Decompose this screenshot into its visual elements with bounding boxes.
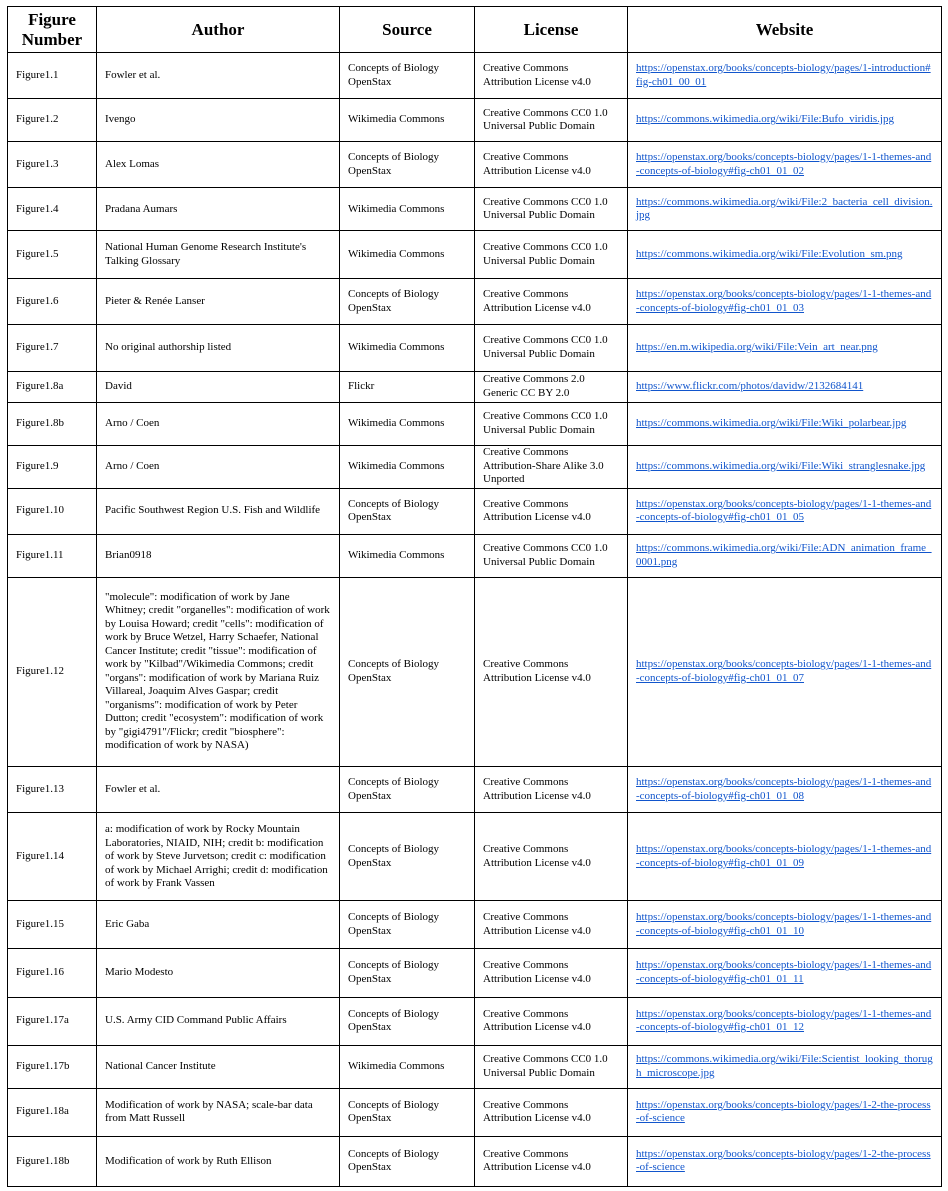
figure-number-cell: Figure1.13 [8,767,97,813]
author-cell: "molecule": modification of work by Jane Whitney; credit "organelles": modification of work by Louisa Howard; credit "cells": modification of work by Bruce Wetzel, Harry Schaefer, National Cancer Institute; credit "tissue": modification of work by "Kilbad"/Wikimedia Commons; credit "organs": modification of work by Mariana Ruiz Villareal, Joaquim Alves Gaspar; credit "organisms": modification of work by Peter Dutton; credit "ecosystem": modification of work by "gigi4791"/Flickr; credit "biosphere": modification of work by NASA) [97,577,340,766]
license-cell: Creative Commons Attribution License v4.0 [475,577,628,766]
source-cell: Concepts of Biology OpenStax [340,1136,475,1186]
table-row [8,402,942,445]
figure-number-cell: Figure1.6 [8,279,97,325]
table-row [8,901,942,949]
figure-number-cell: Figure1.4 [8,188,97,231]
source-cell: Concepts of Biology OpenStax [340,901,475,949]
website-link[interactable]: https://openstax.org/books/concepts-biology/pages/1-1-themes-and-concepts-of-biology#fig-ch01_01_09 [636,843,932,869]
source-cell: Wikimedia Commons [340,402,475,445]
header-author: Author [97,7,340,53]
website-link[interactable]: https://www.flickr.com/photos/davidw/2132684141 [636,379,864,392]
license-cell: Creative Commons CC0 1.0 Universal Public Domain [475,534,628,577]
license-cell: Creative Commons Attribution License v4.0 [475,488,628,534]
license-cell: Creative Commons Attribution License v4.0 [475,1088,628,1136]
license-cell: Creative Commons CC0 1.0 Universal Public Domain [475,99,628,142]
source-cell: Flickr [340,371,475,402]
figure-number-cell: Figure1.5 [8,231,97,279]
website-cell [628,1088,942,1136]
website-cell [628,99,942,142]
table-row [8,534,942,577]
author-cell: Alex Lomas [97,142,340,188]
website-cell [628,53,942,99]
figure-number-cell: Figure1.15 [8,901,97,949]
website-link[interactable]: https://openstax.org/books/concepts-biology/pages/1-1-themes-and-concepts-of-biology#fig-ch01_01_10 [636,911,932,937]
website-link[interactable]: https://commons.wikimedia.org/wiki/File:Wiki_polarbear.jpg [636,416,907,429]
license-cell: Creative Commons Attribution-Share Alike 3.0 Unported [475,445,628,488]
table-row [8,949,942,997]
license-cell: Creative Commons CC0 1.0 Universal Public Domain [475,188,628,231]
website-link[interactable]: https://commons.wikimedia.org/wiki/File:Evolution_sm.png [636,248,903,261]
author-cell: a: modification of work by Rocky Mountain Laboratories, NIAID, NIH; credit b: modification of work by Steve Jurvetson; credit c: modification of work by Michael Arrighi; credit d: modification of work by Frank Vassen [97,813,340,901]
figure-number-cell: Figure1.11 [8,534,97,577]
website-cell [628,949,942,997]
figure-number-cell: Figure1.17a [8,997,97,1045]
license-cell: Creative Commons Attribution License v4.0 [475,53,628,99]
website-link[interactable]: https://en.m.wikipedia.org/wiki/File:Vein_art_near.png [636,341,878,354]
header-license: License [475,7,628,53]
license-cell: Creative Commons CC0 1.0 Universal Public Domain [475,325,628,371]
website-link[interactable]: https://openstax.org/books/concepts-biology/pages/1-1-themes-and-concepts-of-biology#fig-ch01_01_11 [636,959,932,985]
license-cell: Creative Commons Attribution License v4.0 [475,901,628,949]
website-link[interactable]: https://openstax.org/books/concepts-biology/pages/1-introduction#fig-ch01_00_01 [636,62,931,88]
figure-number-cell: Figure1.3 [8,142,97,188]
source-cell: Concepts of Biology OpenStax [340,577,475,766]
website-link[interactable]: https://openstax.org/books/concepts-biology/pages/1-1-themes-and-concepts-of-biology#fig-ch01_01_03 [636,288,932,314]
table-row [8,445,942,488]
website-link[interactable]: https://openstax.org/books/concepts-biology/pages/1-2-the-process-of-science [636,1098,931,1125]
author-cell: Modification of work by NASA; scale-bar data from Matt Russell [97,1088,340,1136]
website-link[interactable]: https://openstax.org/books/concepts-biology/pages/1-2-the-process-of-science [636,1147,931,1174]
table-row [8,488,942,534]
header-website: Website [628,7,942,53]
author-cell: Eric Gaba [97,901,340,949]
figure-number-cell: Figure1.18b [8,1136,97,1186]
figure-number-cell: Figure1.9 [8,445,97,488]
source-cell: Wikimedia Commons [340,231,475,279]
website-cell [628,445,942,488]
table-row [8,1136,942,1186]
website-cell [628,534,942,577]
author-cell: Pieter & Renée Lanser [97,279,340,325]
source-cell: Concepts of Biology OpenStax [340,997,475,1045]
license-cell: Creative Commons CC0 1.0 Universal Public Domain [475,231,628,279]
figure-number-cell: Figure1.14 [8,813,97,901]
website-cell [628,325,942,371]
website-cell [628,577,942,766]
figure-number-cell: Figure1.1 [8,53,97,99]
license-cell: Creative Commons Attribution License v4.0 [475,813,628,901]
website-cell [628,1045,942,1088]
website-link[interactable]: https://commons.wikimedia.org/wiki/File:Wiki_stranglesnake.jpg [636,459,926,472]
source-cell: Wikimedia Commons [340,445,475,488]
author-cell: National Human Genome Research Institute's Talking Glossary [97,231,340,279]
author-cell: Brian0918 [97,534,340,577]
figure-number-cell: Figure1.10 [8,488,97,534]
table-row [8,279,942,325]
website-link[interactable]: https://openstax.org/books/concepts-biology/pages/1-1-themes-and-concepts-of-biology#fig-ch01_01_07 [636,658,932,684]
author-cell: No original authorship listed [97,325,340,371]
source-cell: Concepts of Biology OpenStax [340,488,475,534]
table-row [8,577,942,766]
license-cell: Creative Commons Attribution License v4.0 [475,1136,628,1186]
website-link[interactable]: https://commons.wikimedia.org/wiki/File:Bufo_viridis.jpg [636,113,894,126]
source-cell: Concepts of Biology OpenStax [340,767,475,813]
website-cell [628,142,942,188]
source-cell: Wikimedia Commons [340,188,475,231]
author-cell: Arno / Coen [97,402,340,445]
website-link[interactable]: https://commons.wikimedia.org/wiki/File:ADN_animation_frame_0001.png [636,542,932,568]
website-link[interactable]: https://openstax.org/books/concepts-biology/pages/1-1-themes-and-concepts-of-biology#fig-ch01_01_05 [636,497,932,524]
author-cell: U.S. Army CID Command Public Affairs [97,997,340,1045]
website-cell [628,488,942,534]
website-cell [628,188,942,231]
website-cell [628,997,942,1045]
table-row [8,99,942,142]
license-cell: Creative Commons CC0 1.0 Universal Public Domain [475,402,628,445]
table-row [8,997,942,1045]
source-cell: Concepts of Biology OpenStax [340,949,475,997]
source-cell: Concepts of Biology OpenStax [340,53,475,99]
website-link[interactable]: https://commons.wikimedia.org/wiki/File:2_bacteria_cell_division.jpg [636,195,933,222]
figure-credits-table [7,6,942,1187]
website-link[interactable]: https://openstax.org/books/concepts-biology/pages/1-1-themes-and-concepts-of-biology#fig-ch01_01_08 [636,776,932,802]
website-cell [628,279,942,325]
source-cell: Concepts of Biology OpenStax [340,142,475,188]
source-cell: Wikimedia Commons [340,1045,475,1088]
table-row [8,231,942,279]
website-cell [628,1136,942,1186]
license-cell: Creative Commons Attribution License v4.0 [475,949,628,997]
author-cell: National Cancer Institute [97,1045,340,1088]
author-cell: Fowler et al. [97,53,340,99]
author-cell: Fowler et al. [97,767,340,813]
table-body [8,53,942,1187]
author-cell: Arno / Coen [97,445,340,488]
table-row [8,813,942,901]
author-cell: Ivengo [97,99,340,142]
table-row [8,53,942,99]
figure-number-cell: Figure1.16 [8,949,97,997]
website-cell [628,402,942,445]
website-cell [628,231,942,279]
table-row [8,325,942,371]
figure-number-cell: Figure1.8b [8,402,97,445]
license-cell: Creative Commons Attribution License v4.0 [475,279,628,325]
author-cell: David [97,371,340,402]
table-row [8,1088,942,1136]
website-cell [628,767,942,813]
figure-number-cell: Figure1.7 [8,325,97,371]
figure-number-cell: Figure1.12 [8,577,97,766]
license-cell: Creative Commons Attribution License v4.0 [475,997,628,1045]
source-cell: Concepts of Biology OpenStax [340,813,475,901]
license-cell: Creative Commons CC0 1.0 Universal Public Domain [475,1045,628,1088]
website-link[interactable]: https://commons.wikimedia.org/wiki/File:Scientist_looking_thorugh_microscope.jpg [636,1053,933,1079]
license-cell: Creative Commons Attribution License v4.0 [475,767,628,813]
table-row [8,371,942,402]
author-cell: Pacific Southwest Region U.S. Fish and Wildlife [97,488,340,534]
source-cell: Concepts of Biology OpenStax [340,1088,475,1136]
source-cell: Wikimedia Commons [340,325,475,371]
website-cell [628,813,942,901]
table-row [8,767,942,813]
license-cell: Creative Commons 2.0 Generic CC BY 2.0 [475,371,628,402]
table-row [8,188,942,231]
source-cell: Concepts of Biology OpenStax [340,279,475,325]
header-figure-number: Figure Number [8,7,97,53]
table-row [8,142,942,188]
author-cell: Pradana Aumars [97,188,340,231]
source-cell: Wikimedia Commons [340,534,475,577]
table-header-row [8,7,942,53]
website-link[interactable]: https://openstax.org/books/concepts-biology/pages/1-1-themes-and-concepts-of-biology#fig-ch01_01_02 [636,151,932,177]
website-cell [628,371,942,402]
source-cell: Wikimedia Commons [340,99,475,142]
author-cell: Mario Modesto [97,949,340,997]
figure-number-cell: Figure1.17b [8,1045,97,1088]
author-cell: Modification of work by Ruth Ellison [97,1136,340,1186]
table-row [8,1045,942,1088]
figure-number-cell: Figure1.2 [8,99,97,142]
header-source: Source [340,7,475,53]
license-cell: Creative Commons Attribution License v4.0 [475,142,628,188]
figure-number-cell: Figure1.8a [8,371,97,402]
website-link[interactable]: https://openstax.org/books/concepts-biology/pages/1-1-themes-and-concepts-of-biology#fig-ch01_01_12 [636,1007,932,1034]
website-cell [628,901,942,949]
figure-number-cell: Figure1.18a [8,1088,97,1136]
